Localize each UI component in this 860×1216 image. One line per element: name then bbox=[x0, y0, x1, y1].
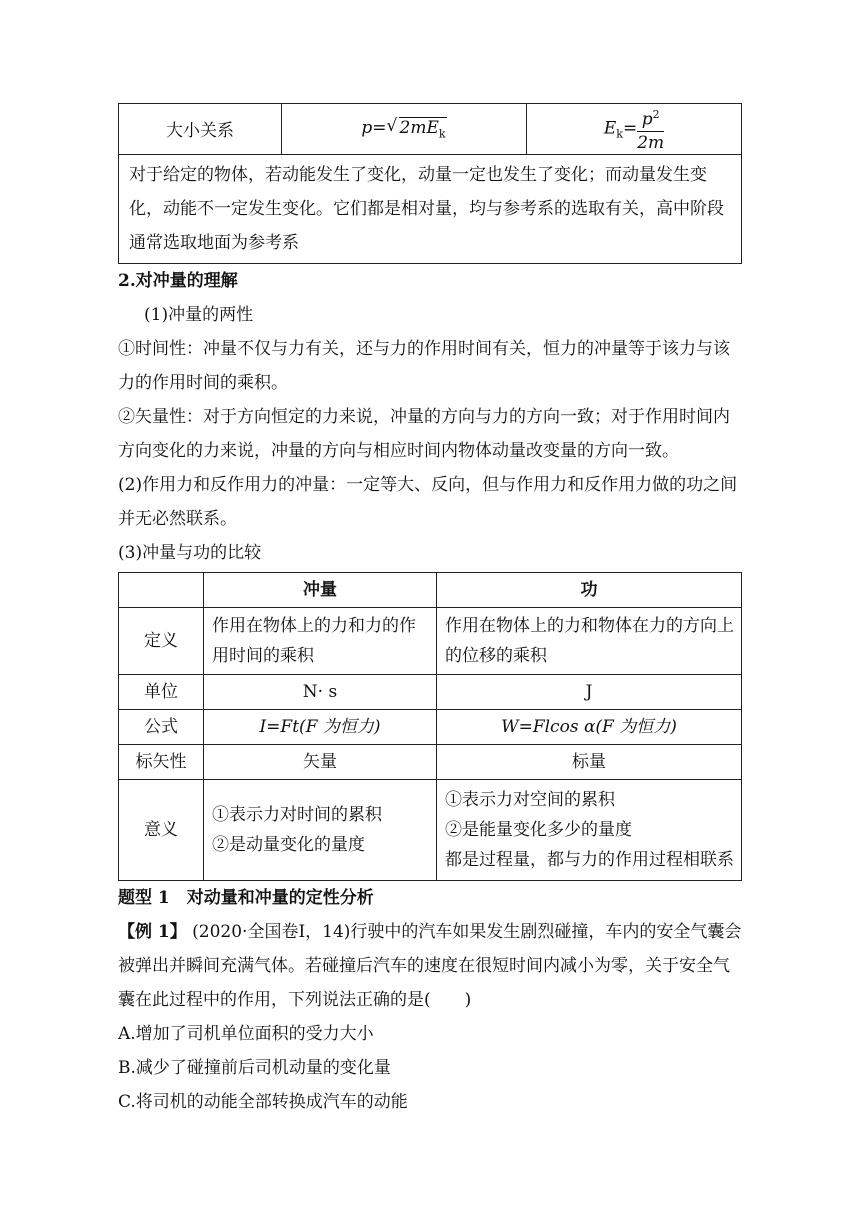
formula-p-sub: k bbox=[438, 127, 446, 141]
magnitude-relation-row bbox=[119, 104, 742, 155]
subsection-2: (2)作用力和反作用力的冲量：一定等大、反向，但与作用力和反作用力做的功之间并无必然联系。 bbox=[118, 474, 738, 529]
document-page bbox=[118, 103, 742, 1119]
work-meaning-2: ②是能量变化多少的量度 bbox=[445, 819, 632, 840]
option-c: C.将司机的动能全部转换成汽车的动能 bbox=[118, 1091, 408, 1112]
subsection-3: (3)冲量与功的比较 bbox=[118, 542, 262, 563]
fraction bbox=[637, 104, 664, 154]
row-label: 单位 bbox=[119, 674, 204, 709]
table-note: 对于给定的物体，若动能发生了变化，动量一定也发生了变化；而动量发生变化，动能不一定发生变化。它们都是相对量，均与参考系的选取有关，高中阶段通常选取地面为参考系 bbox=[119, 154, 742, 263]
work-formula: W=Flcos α(F 为恒力) bbox=[437, 709, 742, 744]
impulse-formula: I=Ft(F 为恒力) bbox=[204, 709, 437, 744]
sqrt-symbol bbox=[387, 118, 447, 140]
impulse-meaning-1: ①表示力对时间的累积 bbox=[212, 804, 382, 825]
impulse-vector: 矢量 bbox=[204, 744, 437, 779]
row-label: 大小关系 bbox=[119, 104, 282, 155]
work-scalar: 标量 bbox=[437, 744, 742, 779]
example-paragraph bbox=[118, 915, 742, 1017]
section-title: 2.对冲量的理解 bbox=[118, 270, 238, 291]
kinetic-energy-formula bbox=[527, 104, 742, 155]
work-meaning-3: 都是过程量，都与力的作用过程相联系 bbox=[445, 849, 734, 870]
table-row-formula bbox=[119, 709, 742, 744]
example-text: (2020·全国卷Ⅰ，14)行驶中的汽车如果发生剧烈碰撞，车内的安全气囊会被弹出并瞬间充满气体。若碰撞后汽车的速度在很短时间内减小为零，关于安全气囊在此过程中的作用，下列说法正确的是( ) bbox=[118, 921, 742, 1010]
paragraph-time: ①时间性：冲量不仅与力有关，还与力的作用时间有关，恒力的冲量等于该力与该力的作用时间的乘积。 bbox=[118, 338, 730, 393]
impulse-unit: N· s bbox=[204, 674, 437, 709]
fraction-denominator: 2m bbox=[637, 132, 665, 153]
header-work: 功 bbox=[437, 572, 742, 607]
work-definition: 作用在物体上的力和物体在力的方向上的位移的乘积 bbox=[437, 607, 742, 674]
table-row-meaning bbox=[119, 779, 742, 880]
example-tag: 【例 1】 bbox=[118, 921, 187, 942]
work-meaning bbox=[437, 779, 742, 880]
option-a: A.增加了司机单位面积的受力大小 bbox=[118, 1023, 374, 1044]
work-unit: J bbox=[437, 674, 742, 709]
impulse-definition: 作用在物体上的力和力的作用时间的乘积 bbox=[204, 607, 437, 674]
row-label: 定义 bbox=[119, 607, 204, 674]
row-label: 意义 bbox=[119, 779, 204, 880]
table-row-definition bbox=[119, 607, 742, 674]
momentum-kinetic-energy-table bbox=[118, 103, 742, 264]
note-row bbox=[119, 154, 742, 263]
header-empty bbox=[119, 572, 204, 607]
subsection-1: (1)冲量的两性 bbox=[144, 304, 254, 325]
fraction-numerator: p bbox=[641, 109, 653, 130]
formula-p-prefix: p= bbox=[361, 117, 387, 138]
impulse-work-table bbox=[118, 572, 742, 881]
row-label: 标矢性 bbox=[119, 744, 204, 779]
header-row bbox=[119, 572, 742, 607]
question-type-heading: 题型 1 对动量和冲量的定性分析 bbox=[118, 887, 374, 908]
option-b: B.减少了碰撞前后司机动量的变化量 bbox=[118, 1057, 391, 1078]
formula-e-prefix: E bbox=[603, 118, 617, 139]
fraction-numerator-sup: 2 bbox=[652, 108, 660, 121]
table-row-vector bbox=[119, 744, 742, 779]
impulse-meaning-2: ②是动量变化的量度 bbox=[212, 834, 365, 855]
header-impulse: 冲量 bbox=[204, 572, 437, 607]
row-label: 公式 bbox=[119, 709, 204, 744]
impulse-meaning bbox=[204, 779, 437, 880]
formula-e-eq: = bbox=[622, 118, 638, 139]
formula-e-sub: k bbox=[616, 127, 623, 141]
momentum-formula bbox=[282, 104, 527, 155]
work-meaning-1: ①表示力对空间的累积 bbox=[445, 789, 615, 810]
paragraph-vector: ②矢量性：对于方向恒定的力来说，冲量的方向与力的方向一致；对于作用时间内方向变化的力来说，冲量的方向与相应时间内物体动量改变量的方向一致。 bbox=[118, 406, 730, 461]
formula-p-radicand: 2mE bbox=[399, 117, 439, 138]
table-row-unit bbox=[119, 674, 742, 709]
